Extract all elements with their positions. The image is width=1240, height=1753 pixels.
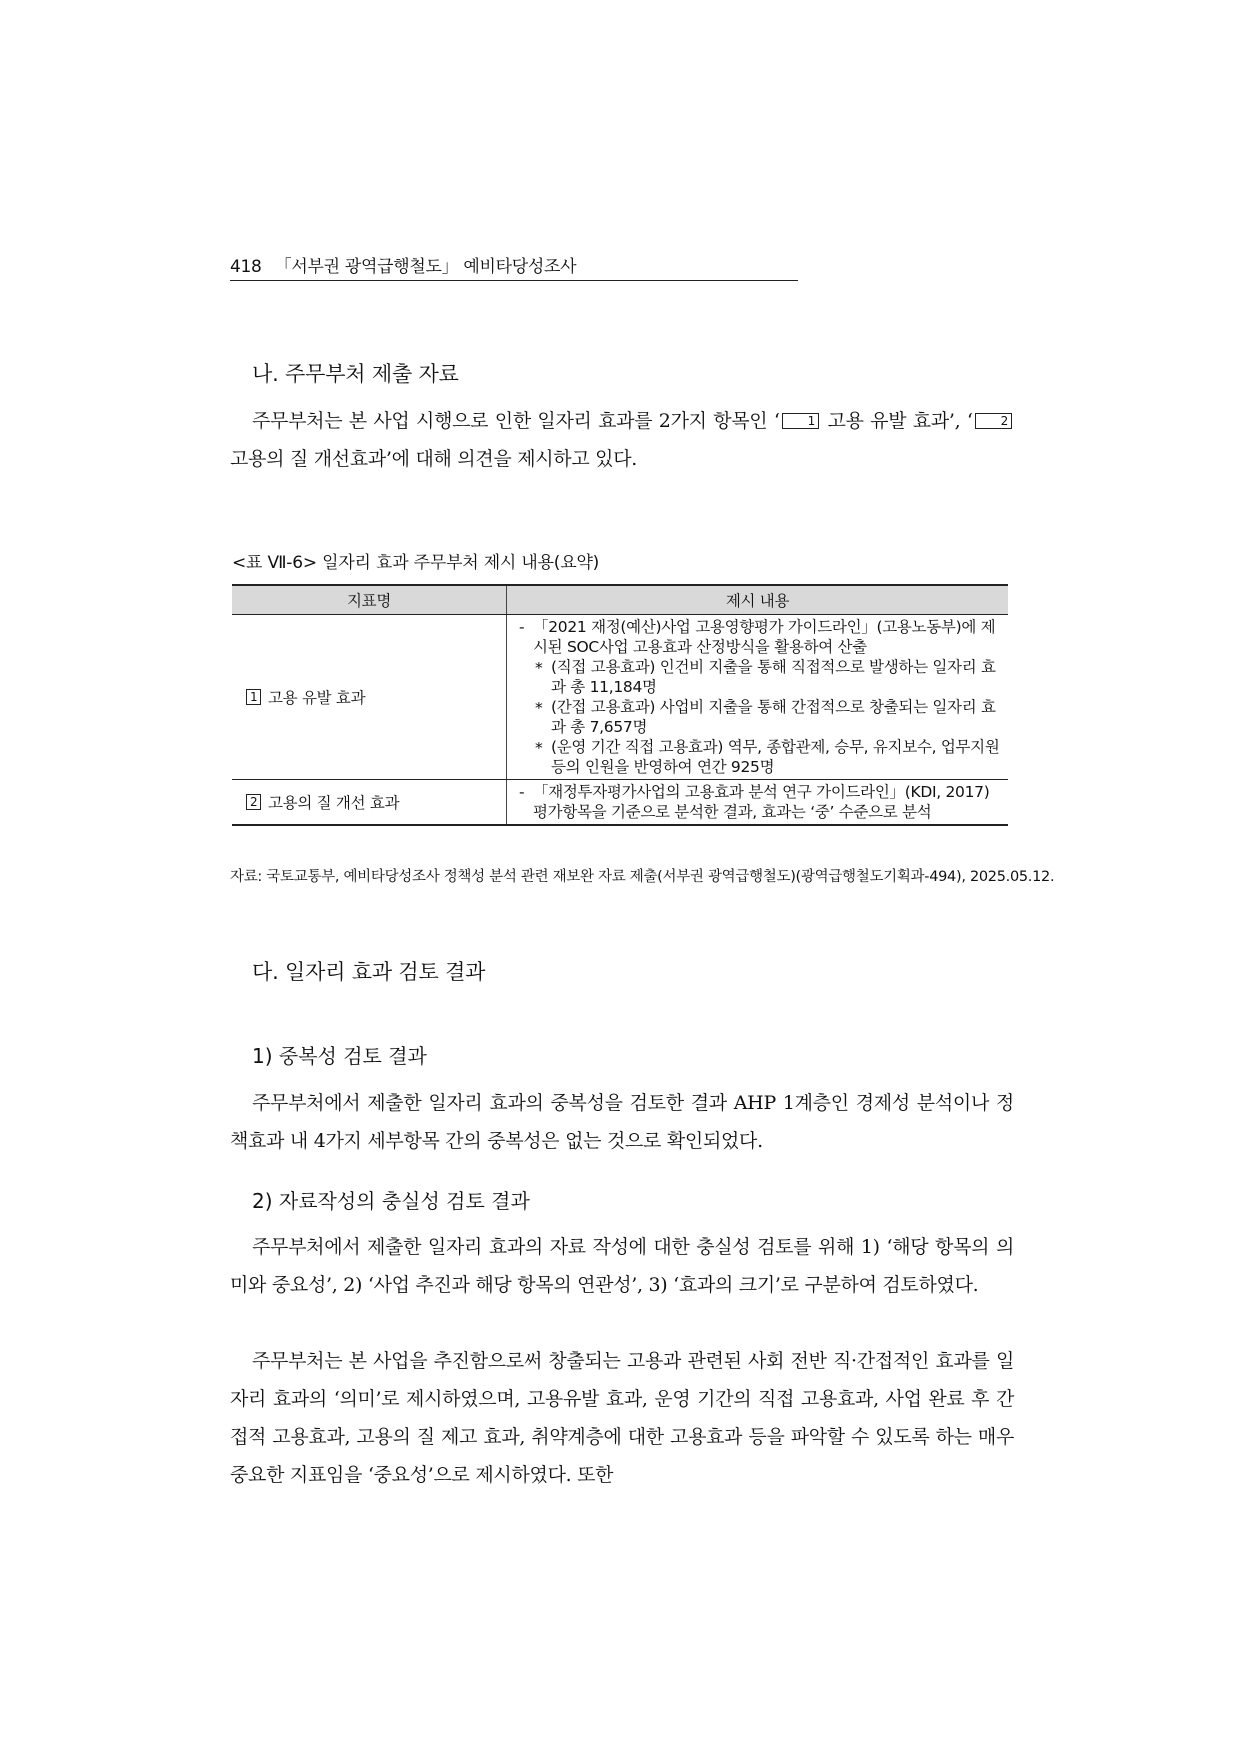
paragraph-text-3: 고용의 질 개선효과’에 대해 의견을 제시하고 있다. <box>230 448 637 470</box>
table-source-note: 자료: 국토교통부, 예비타당성조사 정책성 분석 관련 재보완 자료 제출(서부권 광역급행철도)(광역급행철도기획과-494), 2025.05.12. <box>230 869 1055 885</box>
subsection-heading-2: 2) 자료작성의 충실성 검토 결과 <box>252 1189 530 1213</box>
summary-table <box>232 584 1008 826</box>
section-na-paragraph <box>230 402 1014 478</box>
content-star-item: * (간접 고용효과) 사업비 지출을 통해 간접적으로 창출되는 일자리 효과 총 7,657명 <box>515 697 1000 737</box>
content-star-item: * (직접 고용효과) 인건비 지출을 통해 직접적으로 발생하는 일자리 효과 총 11,184명 <box>515 657 1000 697</box>
paragraph-text-2: 고용 유발 효과’, ‘ <box>820 410 973 432</box>
content-dash-item: - 「2021 재정(예산)사업 고용영향평가 가이드라인」(고용노동부)에 제시된 SOC사업 고용효과 산정방식을 활용하여 산출 <box>515 617 1000 657</box>
indicator-cell <box>232 615 507 780</box>
table-caption: <표 Ⅶ-6> 일자리 효과 주무부처 제시 내용(요약) <box>232 553 600 573</box>
indicator-cell <box>232 780 507 826</box>
subsection-2-paragraph-1: 주무부처에서 제출한 일자리 효과의 자료 작성에 대한 충실성 검토를 위해 1) ‘해당 항목의 의미와 중요성’, 2) ‘사업 추진과 해당 항목의 연관성’, 3) ‘효과의 크기’로 구분하여 검토하였다. <box>230 1236 1014 1296</box>
boxed-number-2: 2 <box>975 413 1012 429</box>
subsection-1-paragraph: 주무부처에서 제출한 일자리 효과의 중복성을 검토한 결과 AHP 1계층인 경제성 분석이나 정책효과 내 4가지 세부항목 간의 중복성은 없는 것으로 확인되었다. <box>230 1092 1014 1152</box>
content-cell <box>507 615 1009 780</box>
content-cell <box>507 780 1009 826</box>
table-header-row <box>232 585 1008 615</box>
table-row <box>232 615 1008 780</box>
running-head-title: 「서부권 광역급행철도」 예비타당성조사 <box>274 257 577 277</box>
subsection-2-paragraph-2: 주무부처는 본 사업을 추진함으로써 창출되는 고용과 관련된 사회 전반 직·간접적인 효과를 일자리 효과의 ‘의미’로 제시하였으며, 고용유발 효과, 운영 기간의 직접 고용효과, 사업 완료 후 간접적 고용효과, 고용의 질 제고 효과, 취약계층에 대한 고용효과 등을 파악할 수 있도록 하는 매우 중요한 지표임을 ‘중요성’으로 제시하였다. 또한 <box>230 1350 1014 1486</box>
paragraph-text-1: 주무부처는 본 사업 시행으로 인한 일자리 효과를 2가지 항목인 ‘ <box>252 410 780 432</box>
column-header-indicator: 지표명 <box>232 585 507 615</box>
indicator-name: 고용의 질 개선 효과 <box>267 794 400 812</box>
section-heading-na: 나. 주무부처 제출 자료 <box>252 362 459 386</box>
page-number: 418 <box>230 257 262 277</box>
indicator-name: 고용 유발 효과 <box>267 689 366 707</box>
boxed-number: 2 <box>246 794 261 810</box>
content-star-item: * (운영 기간 직접 고용효과) 역무, 종합관제, 승무, 유지보수, 업무지원 등의 인원을 반영하여 연간 925명 <box>515 737 1000 777</box>
section-heading-da: 다. 일자리 효과 검토 결과 <box>252 960 486 984</box>
boxed-number: 1 <box>246 689 261 705</box>
subsection-heading-1: 1) 중복성 검토 결과 <box>252 1044 427 1068</box>
running-head <box>230 252 798 281</box>
boxed-number-1: 1 <box>782 413 819 429</box>
content-dash-item: - 「재정투자평가사업의 고용효과 분석 연구 가이드라인」(KDI, 2017) 평가항목을 기준으로 분석한 결과, 효과는 ‘중’ 수준으로 분석 <box>515 782 1000 822</box>
column-header-content: 제시 내용 <box>507 585 1009 615</box>
table-row <box>232 780 1008 826</box>
